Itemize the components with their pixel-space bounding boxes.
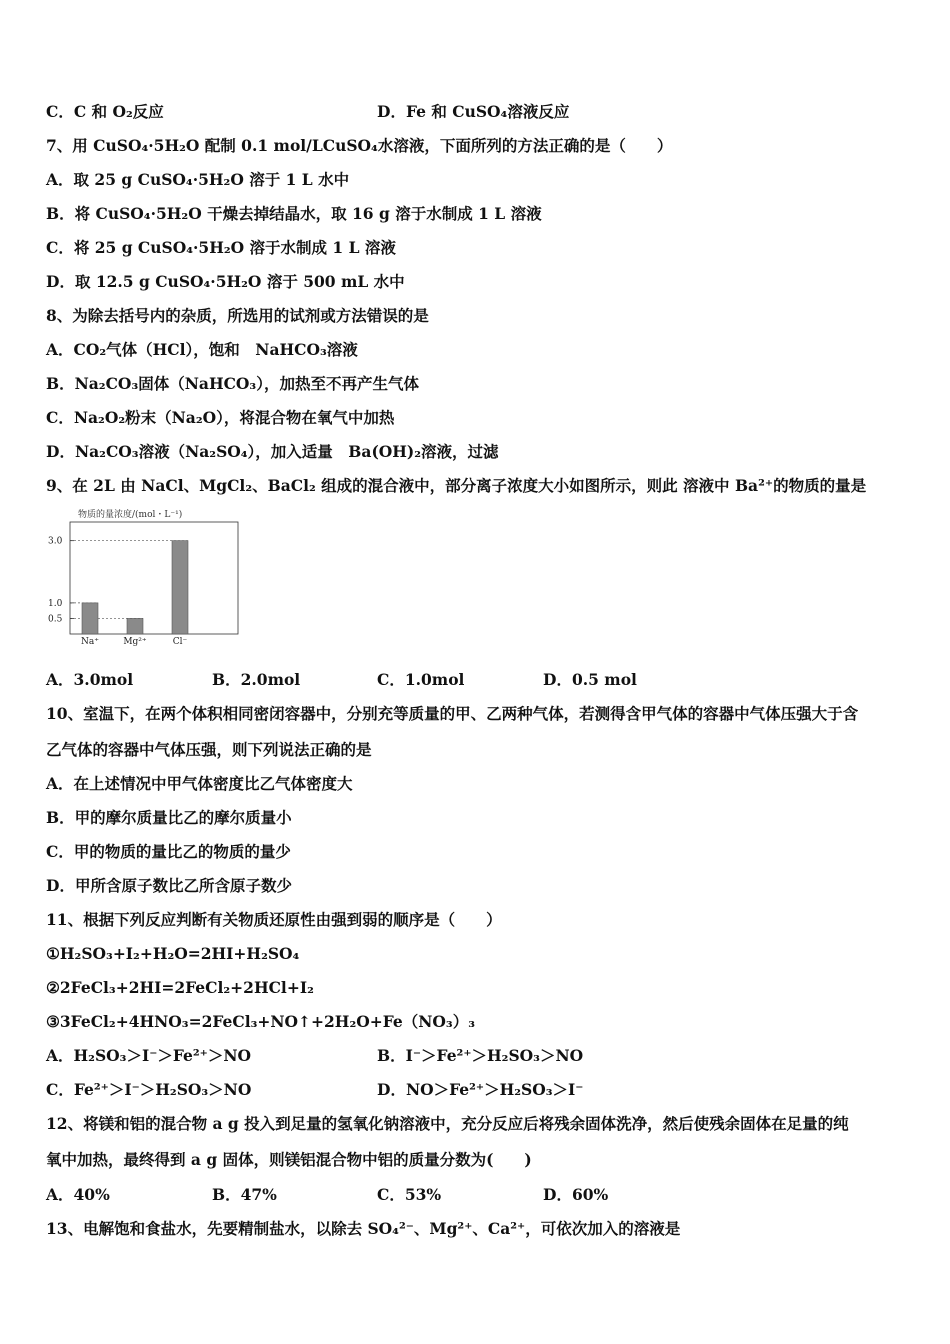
question-10: 10、室温下，在两个体积相同密闭容器中，分别充等质量的甲、乙两种气体，若测得含甲气体的容器中气体压强大于含 xyxy=(46,704,859,723)
q11-reaction-3: ③3FeCl₂+4HNO₃=2FeCl₃+NO↑+2H₂O+Fe（NO₃）₃ xyxy=(46,1012,475,1031)
question-7: 7、用 CuSO₄·5H₂O 配制 0.1 mol/LCuSO₄水溶液，下面所列的方法正确的是（ ） xyxy=(46,136,673,155)
ion-concentration-chart xyxy=(44,506,244,652)
q10-option-d: D．甲所含原子数比乙所含原子数少 xyxy=(46,876,292,895)
chart-category-label: Mg²⁺ xyxy=(123,637,147,647)
chart-bar xyxy=(82,603,98,634)
q11-reaction-2: ②2FeCl₃+2HI=2FeCl₂+2HCl+I₂ xyxy=(46,978,314,997)
q12-option-a: A．40% xyxy=(46,1185,110,1204)
question-12-cont: 氧中加热，最终得到 a g 固体，则镁铝混合物中铝的质量分数为( ) xyxy=(46,1150,532,1169)
q10-option-a: A．在上述情况中甲气体密度比乙气体密度大 xyxy=(46,774,353,793)
q11-option-b: B．I⁻＞Fe²⁺＞H₂SO₃＞NO xyxy=(377,1046,584,1065)
q9-option-a: A．3.0mol xyxy=(46,670,134,689)
q7-option-b: B．将 CuSO₄·5H₂O 干燥去掉结晶水，取 16 g 溶于水制成 1 L 溶液 xyxy=(46,204,542,223)
question-11: 11、根据下列反应判断有关物质还原性由强到弱的顺序是（ ） xyxy=(46,910,502,929)
q11-option-c: C．Fe²⁺＞I⁻＞H₂SO₃＞NO xyxy=(46,1080,252,1099)
q10-option-c: C．甲的物质的量比乙的物质的量少 xyxy=(46,842,291,861)
q8-option-b: B．Na₂CO₃固体（NaHCO₃），加热至不再产生气体 xyxy=(46,374,419,393)
q6-option-d: D．Fe 和 CuSO₄溶液反应 xyxy=(377,102,570,121)
chart-category-label: Na⁺ xyxy=(81,637,99,647)
question-10-cont: 乙气体的容器中气体压强，则下列说法正确的是 xyxy=(46,740,372,759)
q11-option-a: A．H₂SO₃＞I⁻＞Fe²⁺＞NO xyxy=(46,1046,252,1065)
chart-ytick-label: 3.0 xyxy=(48,536,63,547)
question-9: 9、在 2L 由 NaCl、MgCl₂、BaCl₂ 组成的混合液中，部分离子浓度大小如图所示，则此 溶液中 Ba²⁺的物质的量是 xyxy=(46,476,867,495)
chart-bar xyxy=(127,618,143,634)
q8-option-d: D．Na₂CO₃溶液（Na₂SO₄），加入适量 Ba(OH)₂溶液，过滤 xyxy=(46,442,499,461)
q10-option-b: B．甲的摩尔质量比乙的摩尔质量小 xyxy=(46,808,292,827)
question-13: 13、电解饱和食盐水，先要精制盐水，以除去 SO₄²⁻、Mg²⁺、Ca²⁺，可依次加入的溶液是 xyxy=(46,1219,681,1238)
q9-option-d: D．0.5 mol xyxy=(543,670,637,689)
q7-option-c: C．将 25 g CuSO₄·5H₂O 溶于水制成 1 L 溶液 xyxy=(46,238,396,257)
chart-ytick-label: 0.5 xyxy=(48,614,63,625)
q12-option-c: C．53% xyxy=(377,1185,442,1204)
q7-option-d: D．取 12.5 g CuSO₄·5H₂O 溶于 500 mL 水中 xyxy=(46,272,405,291)
chart-ytick-label: 1.0 xyxy=(48,598,63,609)
chart-ylabel: 物质的量浓度/(mol・L⁻¹) xyxy=(78,510,183,520)
question-12: 12、将镁和铝的混合物 a g 投入到足量的氢氧化钠溶液中，充分反应后将残余固体洗净，然后使残余固体在足量的纯 xyxy=(46,1114,849,1133)
q12-option-d: D．60% xyxy=(543,1185,609,1204)
chart-bar xyxy=(172,541,188,634)
q6-option-c: C．C 和 O₂反应 xyxy=(46,102,164,121)
q9-option-c: C．1.0mol xyxy=(377,670,465,689)
q11-reaction-1: ①H₂SO₃+I₂+H₂O=2HI+H₂SO₄ xyxy=(46,944,300,963)
q11-option-d: D．NO＞Fe²⁺＞H₂SO₃＞I⁻ xyxy=(377,1080,584,1099)
q12-option-b: B．47% xyxy=(212,1185,277,1204)
q9-option-b: B．2.0mol xyxy=(212,670,301,689)
q8-option-c: C．Na₂O₂粉末（Na₂O），将混合物在氧气中加热 xyxy=(46,408,395,427)
q7-option-a: A．取 25 g CuSO₄·5H₂O 溶于 1 L 水中 xyxy=(46,170,350,189)
question-8: 8、为除去括号内的杂质，所选用的试剂或方法错误的是 xyxy=(46,306,429,325)
q8-option-a: A．CO₂气体（HCl），饱和 NaHCO₃溶液 xyxy=(46,340,358,359)
chart-category-label: Cl⁻ xyxy=(172,637,188,647)
